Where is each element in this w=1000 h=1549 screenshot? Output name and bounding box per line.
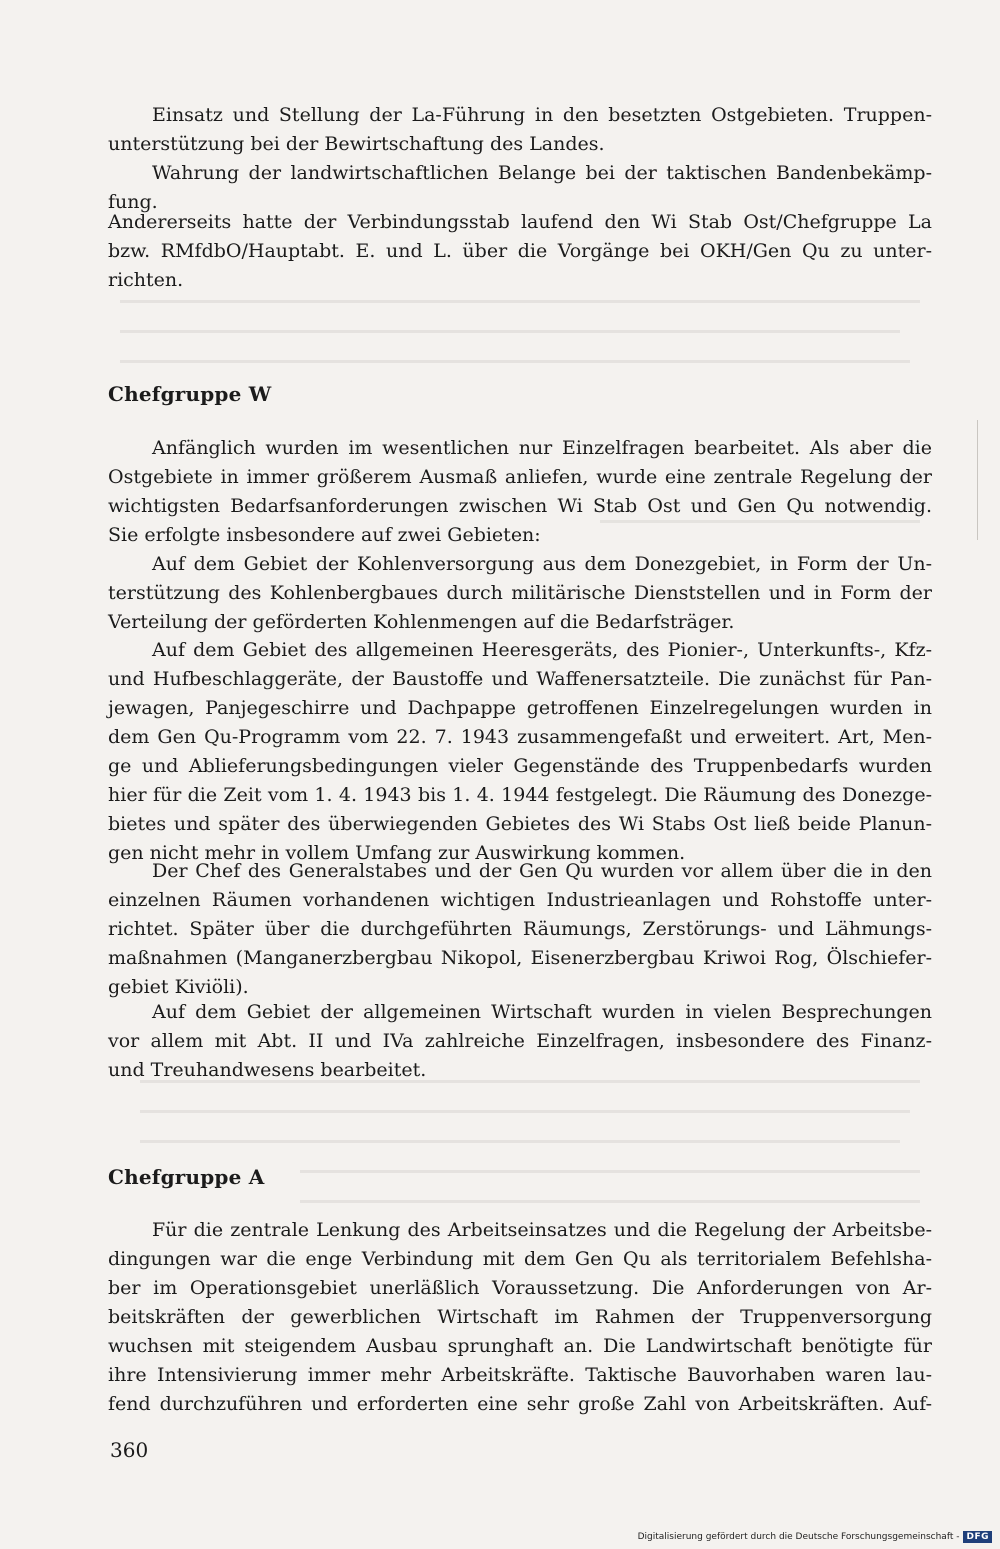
- text-line: unterstützung bei der Bewirtschaftung des Landes.: [108, 133, 605, 155]
- text-line: bzw. RMfdbO/Hauptabt. E. und L. über die Vorgänge bei OKH/Gen Qu zu unter-: [108, 240, 932, 262]
- text-line: Auf dem Gebiet der Kohlenversorgung aus dem Donezgebiet, in Form der Un-: [152, 553, 932, 575]
- text-line: und Hufbeschlaggeräte, der Baustoffe und Waffenersatzteile. Die zunächst für Pan-: [108, 668, 932, 690]
- text-line: dingungen war die enge Verbindung mit dem Gen Qu als territorialem Befehlsha-: [108, 1248, 932, 1270]
- text-line: Auf dem Gebiet des allgemeinen Heeresgeräts, des Pionier-, Unterkunfts-, Kfz-: [152, 639, 932, 661]
- text-line: fend durchzuführen und erforderten eine sehr große Zahl von Arbeitskräften. Auf-: [108, 1393, 932, 1415]
- text-line: Wahrung der landwirtschaftlichen Belange bei der taktischen Bandenbekämp-: [152, 162, 932, 184]
- text-line: Einsatz und Stellung der La-Führung in den besetzten Ostgebieten. Truppen-: [152, 104, 932, 126]
- text-line: ber im Operationsgebiet unerläßlich Voraussetzung. Die Anforderungen von Ar-: [108, 1277, 932, 1299]
- text-line: gebiet Kiviöli).: [108, 976, 249, 998]
- text-line: einzelnen Räumen vorhandenen wichtigen Industrieanlagen und Rohstoffe unter-: [108, 889, 932, 911]
- section-heading: Chefgruppe A: [108, 1165, 265, 1189]
- text-line: wichtigsten Bedarfsanforderungen zwischen Wi Stab Ost und Gen Qu notwendig.: [108, 495, 932, 517]
- body-paragraph: [108, 550, 932, 637]
- text-line: Für die zentrale Lenkung des Arbeitseinsatzes und die Regelung der Arbeitsbe-: [152, 1219, 932, 1241]
- text-line: wuchsen mit steigendem Ausbau sprunghaft an. Die Landwirtschaft benötigte für: [108, 1335, 932, 1357]
- page-crease: [977, 420, 978, 540]
- text-line: Andererseits hatte der Verbindungsstab laufend den Wi Stab Ost/Chefgruppe La: [108, 211, 932, 233]
- text-line: und Treuhandwesens bearbeitet.: [108, 1059, 427, 1081]
- text-line: maßnahmen (Manganerzbergbau Nikopol, Eisenerzbergbau Kriwoi Rog, Ölschiefer-: [108, 947, 932, 969]
- text-line: richtet. Später über die durchgeführten Räumungs, Zerstörungs- und Lähmungs-: [108, 918, 932, 940]
- text-line: bietes und später des überwiegenden Gebietes des Wi Stabs Ost ließ beide Planun-: [108, 813, 932, 835]
- body-paragraph: [108, 636, 932, 868]
- intro-paragraph: [108, 101, 932, 159]
- text-line: terstützung des Kohlenbergbaues durch militärische Dienststellen und in Form der: [108, 582, 932, 604]
- text-line: beitskräften der gewerblichen Wirtschaft im Rahmen der Truppenversorgung: [108, 1306, 932, 1328]
- body-paragraph: [108, 434, 932, 550]
- text-line: ihre Intensivierung immer mehr Arbeitskräfte. Taktische Bauvorhaben waren lau-: [108, 1364, 932, 1386]
- text-line: Ostgebiete in immer größerem Ausmaß anliefen, wurde eine zentrale Regelung der: [108, 466, 932, 488]
- text-line: Anfänglich wurden im wesentlichen nur Einzelfragen bearbeitet. Als aber die: [152, 437, 932, 459]
- digitization-footer: [638, 1531, 992, 1543]
- footer-text: Digitalisierung gefördert durch die Deutsche Forschungsgemeinschaft -: [637, 1532, 960, 1542]
- body-paragraph: [108, 857, 932, 1002]
- body-paragraph: [108, 998, 932, 1085]
- text-line: Der Chef des Generalstabes und der Gen Qu wurden vor allem über die in den: [152, 860, 932, 882]
- text-line: richten.: [108, 269, 184, 291]
- text-line: jewagen, Panjegeschirre und Dachpappe getroffenen Einzelregelungen wurden in: [108, 697, 932, 719]
- section-heading: Chefgruppe W: [108, 382, 272, 406]
- text-line: ge und Ablieferungsbedingungen vieler Gegenstände des Truppenbedarfs wurden: [108, 755, 932, 777]
- text-line: hier für die Zeit vom 1. 4. 1943 bis 1. 4. 1944 festgelegt. Die Räumung des Donezge-: [108, 784, 932, 806]
- dfg-logo-icon: DFG: [963, 1531, 992, 1543]
- text-line: gen nicht mehr in vollem Umfang zur Auswirkung kommen.: [108, 842, 686, 864]
- text-line: fung.: [108, 191, 158, 213]
- text-line: vor allem mit Abt. II und IVa zahlreiche Einzelfragen, insbesondere des Finanz-: [108, 1030, 932, 1052]
- text-line: Sie erfolgte insbesondere auf zwei Gebieten:: [108, 524, 541, 546]
- body-paragraph: [108, 1216, 932, 1419]
- text-line: dem Gen Qu-Programm vom 22. 7. 1943 zusammengefaßt und erweitert. Art, Men-: [108, 726, 932, 748]
- text-line: Auf dem Gebiet der allgemeinen Wirtschaft wurden in vielen Besprechungen: [152, 1001, 932, 1023]
- page-number: 360: [110, 1438, 149, 1462]
- intro-paragraph: [108, 208, 932, 295]
- text-line: Verteilung der geförderten Kohlenmengen auf die Bedarfsträger.: [108, 611, 735, 633]
